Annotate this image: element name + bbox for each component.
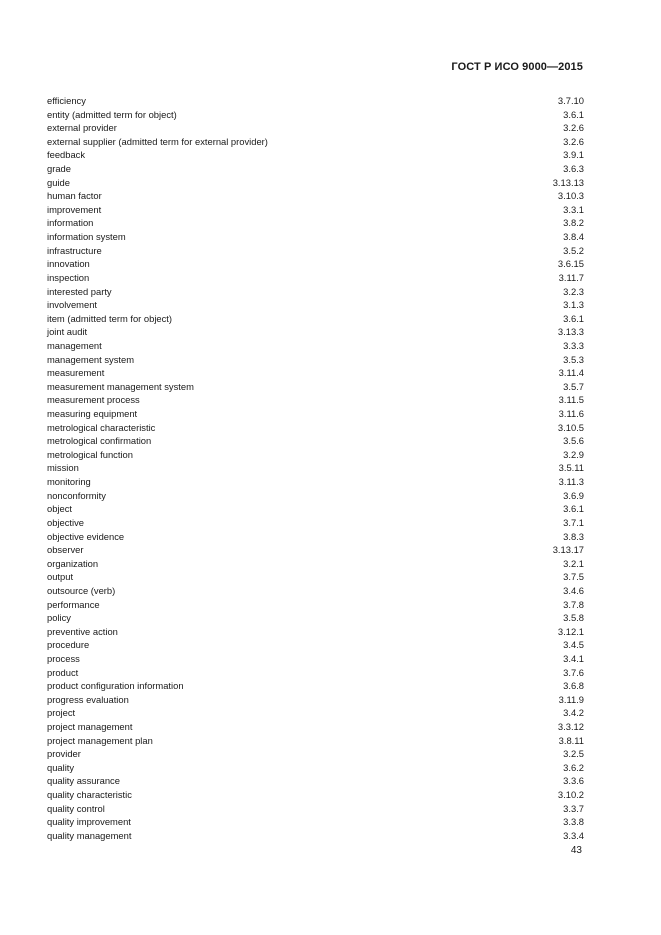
index-reference: 3.6.9 xyxy=(563,489,584,501)
index-entry-row xyxy=(47,475,584,489)
index-entry-row xyxy=(47,761,584,775)
index-term: provider xyxy=(47,748,81,760)
index-entry-row xyxy=(47,679,584,693)
index-entry-row xyxy=(47,148,584,162)
index-term: monitoring xyxy=(47,476,91,488)
index-reference: 3.5.2 xyxy=(563,244,584,256)
index-term: outsource (verb) xyxy=(47,584,116,596)
index-term: measurement process xyxy=(47,394,140,406)
index-entry-row xyxy=(47,339,584,353)
index-reference: 3.5.3 xyxy=(563,353,584,365)
index-term: measurement xyxy=(47,367,105,379)
index-reference: 3.10.3 xyxy=(557,190,584,202)
index-reference: 3.3.4 xyxy=(563,829,584,841)
index-entry-row xyxy=(47,829,584,843)
index-entry-row xyxy=(47,285,584,299)
index-term: mission xyxy=(47,462,79,474)
index-term: quality control xyxy=(47,802,105,814)
index-reference: 3.2.9 xyxy=(563,448,584,460)
index-term: infrastructure xyxy=(47,244,102,256)
index-term: product configuration information xyxy=(47,680,184,692)
index-reference: 3.2.5 xyxy=(563,748,584,760)
index-entry-row xyxy=(47,312,584,326)
index-reference: 3.4.2 xyxy=(563,707,584,719)
index-term: progress evaluation xyxy=(47,693,129,705)
index-reference: 3.3.6 xyxy=(563,775,584,787)
index-term: interested party xyxy=(47,285,112,297)
index-reference: 3.11.5 xyxy=(558,394,584,406)
index-entry-row xyxy=(47,747,584,761)
index-reference: 3.2.3 xyxy=(563,285,584,297)
index-entry-row xyxy=(47,407,584,421)
index-term: metrological function xyxy=(47,448,133,460)
index-entry-row xyxy=(47,366,584,380)
index-entry-row xyxy=(47,421,584,435)
index-entry-row xyxy=(47,611,584,625)
index-reference: 3.11.4 xyxy=(558,367,584,379)
index-term: product xyxy=(47,666,79,678)
index-entry-row xyxy=(47,802,584,816)
index-entry-row xyxy=(47,244,584,258)
index-term: output xyxy=(47,571,74,583)
index-reference: 3.6.1 xyxy=(563,503,584,515)
index-entry-row xyxy=(47,121,584,135)
index-reference: 3.2.6 xyxy=(563,135,584,147)
index-term: human factor xyxy=(47,190,102,202)
index-entry-row xyxy=(47,271,584,285)
index-term: policy xyxy=(47,612,71,624)
index-term: inspection xyxy=(47,271,90,283)
index-term: project management plan xyxy=(47,734,153,746)
index-term: metrological characteristic xyxy=(47,421,156,433)
index-entry-row xyxy=(47,625,584,639)
index-term: objective evidence xyxy=(47,530,125,542)
index-reference: 3.8.3 xyxy=(563,530,584,542)
index-term: entity (admitted term for object) xyxy=(47,108,177,120)
index-entry-row xyxy=(47,108,584,122)
index-reference: 3.12.1 xyxy=(557,625,584,637)
index-reference: 3.3.12 xyxy=(557,721,584,733)
index-entry-row xyxy=(47,135,584,149)
index-reference: 3.7.8 xyxy=(563,598,584,610)
index-term: external provider xyxy=(47,122,117,134)
index-entry-row xyxy=(47,230,584,244)
index-entry-row xyxy=(47,434,584,448)
index-reference: 3.10.5 xyxy=(557,421,584,433)
index-reference: 3.11.9 xyxy=(558,693,584,705)
index-entry-row xyxy=(47,815,584,829)
index-reference: 3.5.7 xyxy=(563,380,584,392)
index-term: object xyxy=(47,503,73,515)
index-entry-row xyxy=(47,570,584,584)
index-entry-row xyxy=(47,353,584,367)
index-entry-row xyxy=(47,94,584,108)
index-term: grade xyxy=(47,163,71,175)
index-entry-row xyxy=(47,393,584,407)
index-term: quality characteristic xyxy=(47,789,132,801)
index-term: measurement management system xyxy=(47,380,194,392)
index-entry-row xyxy=(47,584,584,598)
index-reference: 3.5.8 xyxy=(563,612,584,624)
index-entry-row xyxy=(47,706,584,720)
index-reference: 3.1.3 xyxy=(563,299,584,311)
index-term: quality improvement xyxy=(47,816,131,828)
index-entry-row xyxy=(47,530,584,544)
index-entry-row xyxy=(47,774,584,788)
index-reference: 3.10.2 xyxy=(557,789,584,801)
index-entry-row xyxy=(47,298,584,312)
index-entry-row xyxy=(47,693,584,707)
index-term: item (admitted term for object) xyxy=(47,312,173,324)
index-entry-row xyxy=(47,516,584,530)
index-reference: 3.5.6 xyxy=(563,435,584,447)
index-term: objective xyxy=(47,516,85,528)
index-term: external supplier (admitted term for external provider) xyxy=(47,135,268,147)
page-number: 43 xyxy=(570,845,582,856)
index-entry-row xyxy=(47,461,584,475)
index-reference: 3.6.3 xyxy=(563,163,584,175)
index-reference: 3.2.1 xyxy=(563,557,584,569)
index-entry-row xyxy=(47,489,584,503)
index-term: guide xyxy=(47,176,70,188)
index-entry-row xyxy=(47,788,584,802)
index-term: preventive action xyxy=(47,625,118,637)
index-reference: 3.8.2 xyxy=(563,217,584,229)
index-entry-row xyxy=(47,216,584,230)
index-reference: 3.3.1 xyxy=(563,203,584,215)
index-term: information xyxy=(47,217,94,229)
index-entry-row xyxy=(47,557,584,571)
index-reference: 3.7.5 xyxy=(563,571,584,583)
index-entry-row xyxy=(47,203,584,217)
index-reference: 3.11.7 xyxy=(558,271,584,283)
index-entry-row xyxy=(47,734,584,748)
index-reference: 3.3.3 xyxy=(563,339,584,351)
index-term: process xyxy=(47,652,80,664)
index-entry-row xyxy=(47,502,584,516)
index-term: project management xyxy=(47,721,133,733)
index-term: improvement xyxy=(47,203,102,215)
index-reference: 3.2.6 xyxy=(563,122,584,134)
index-reference: 3.4.1 xyxy=(563,652,584,664)
index-entry-row xyxy=(47,176,584,190)
index-term: involvement xyxy=(47,299,98,311)
index-reference: 3.7.6 xyxy=(563,666,584,678)
index-entry-row xyxy=(47,257,584,271)
index-reference: 3.6.1 xyxy=(563,108,584,120)
index-term: management xyxy=(47,339,102,351)
index-reference: 3.11.6 xyxy=(558,408,584,420)
index-term: organization xyxy=(47,557,99,569)
index-reference: 3.11.3 xyxy=(558,476,584,488)
index-reference: 3.6.8 xyxy=(563,680,584,692)
index-entry-row xyxy=(47,666,584,680)
index-entry-row xyxy=(47,598,584,612)
index-term: measuring equipment xyxy=(47,408,138,420)
index-term: performance xyxy=(47,598,100,610)
index-term: nonconformity xyxy=(47,489,106,501)
index-entry-row xyxy=(47,543,584,557)
index-reference: 3.13.13 xyxy=(552,176,584,188)
index-term: quality xyxy=(47,761,75,773)
index-term: efficiency xyxy=(47,95,86,106)
index-reference: 3.7.10 xyxy=(557,95,584,106)
index-reference: 3.6.1 xyxy=(563,312,584,324)
index-entry-row xyxy=(47,448,584,462)
index-reference: 3.3.8 xyxy=(563,816,584,828)
index-term: quality management xyxy=(47,829,132,841)
index-term: innovation xyxy=(47,258,90,270)
index-entry-row xyxy=(47,652,584,666)
index-entry-row xyxy=(47,638,584,652)
index-reference: 3.4.5 xyxy=(563,639,584,651)
index-entry-row xyxy=(47,162,584,176)
index-reference: 3.4.6 xyxy=(563,584,584,596)
index-entry-row xyxy=(47,189,584,203)
index-term: feedback xyxy=(47,149,86,161)
index-reference: 3.6.15 xyxy=(557,258,584,270)
index-term: management system xyxy=(47,353,135,365)
index-term: project xyxy=(47,707,76,719)
index-term: information system xyxy=(47,231,126,243)
index-reference: 3.13.3 xyxy=(557,326,584,338)
index-reference: 3.7.1 xyxy=(563,516,584,528)
index-reference: 3.9.1 xyxy=(563,149,584,161)
index-term: quality assurance xyxy=(47,775,120,787)
index-term: observer xyxy=(47,544,84,556)
index-reference: 3.8.4 xyxy=(563,231,584,243)
index-term: procedure xyxy=(47,639,90,651)
index-reference: 3.5.11 xyxy=(558,462,584,474)
index-term: joint audit xyxy=(47,326,88,338)
index-reference: 3.3.7 xyxy=(563,802,584,814)
index-entry-row xyxy=(47,325,584,339)
page-header-standard: ГОСТ Р ИСО 9000—2015 xyxy=(451,61,583,73)
index-term: metrological confirmation xyxy=(47,435,152,447)
index-reference: 3.13.17 xyxy=(552,544,584,556)
index-entry-row xyxy=(47,720,584,734)
term-index-list xyxy=(47,94,584,843)
index-entry-row xyxy=(47,380,584,394)
index-reference: 3.6.2 xyxy=(563,761,584,773)
index-reference: 3.8.11 xyxy=(558,734,584,746)
